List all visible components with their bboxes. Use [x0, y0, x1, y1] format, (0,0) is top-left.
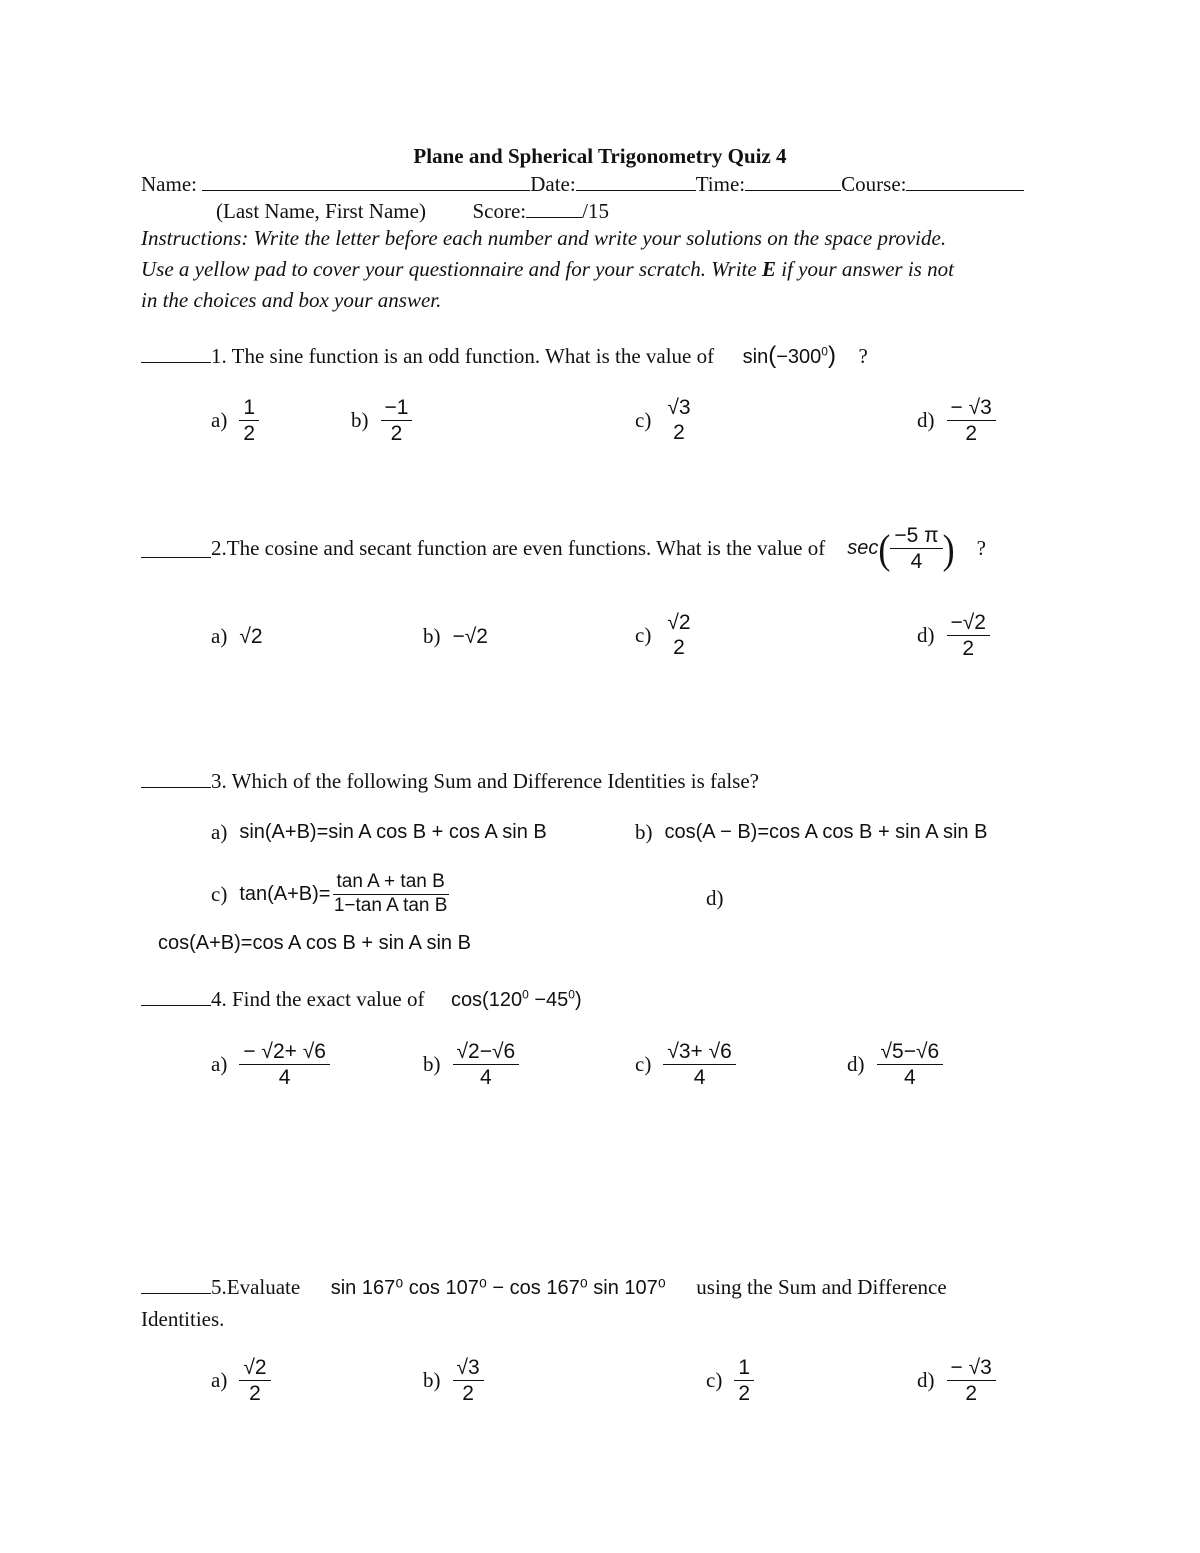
option-fraction [239, 1040, 330, 1089]
expr-end: ) [574, 989, 582, 1011]
expr-close-paren: ) [942, 525, 955, 572]
answer-blank-5[interactable] [141, 1275, 211, 1294]
option-label: c) [635, 622, 652, 647]
option-fraction [663, 1040, 736, 1089]
expr-fn: sec [847, 537, 879, 560]
expr-degree-2: 0 [568, 987, 575, 1002]
date-label: Date: [530, 172, 576, 196]
option-label: d) [917, 623, 935, 648]
score-blank[interactable] [526, 199, 582, 218]
question-3 [141, 769, 759, 794]
fraction-den: 4 [480, 1066, 492, 1090]
fraction-den: 2 [673, 636, 685, 660]
q3-option-c[interactable] [211, 872, 449, 917]
fraction-num: − √3 [947, 396, 996, 421]
q5-option-d[interactable] [917, 1356, 996, 1405]
q4-option-a[interactable] [211, 1040, 330, 1089]
date-blank[interactable] [576, 172, 696, 191]
instructions-text-2a: Use a yellow pad to cover your questionnaire and for your scratch. Write [141, 257, 762, 281]
question-text: The cosine and secant function are even functions. What is the value of [226, 536, 826, 561]
q4-option-b[interactable] [423, 1040, 519, 1089]
question-1 [141, 342, 868, 370]
instructions-text-1: Write the letter before each number and write your solutions on the space provide. [248, 226, 947, 250]
fraction-num: √3 [667, 396, 691, 419]
score-label: Score: [472, 199, 527, 223]
question-expression: $\sin(-300^0)$ [742, 342, 836, 369]
option-fraction [453, 1040, 520, 1089]
name-label: Name: [141, 172, 197, 196]
question-number: 4. [211, 987, 227, 1011]
fraction-den: 4 [278, 1066, 291, 1090]
option-value: cos(A − B)=cos A cos B + sin A sin B [664, 821, 988, 843]
fraction-den: 2 [249, 1382, 261, 1406]
q5-option-b[interactable] [423, 1356, 484, 1405]
fraction-num: √3 [453, 1356, 484, 1381]
quiz-title: Plane and Spherical Trigonometry Quiz 4 [413, 144, 787, 168]
question-number: 3. [211, 769, 227, 793]
option-fraction [381, 396, 413, 445]
course-blank[interactable] [906, 172, 1024, 191]
option-value: −√2 [452, 624, 488, 648]
question-text-post: using the Sum and Difference [696, 1275, 947, 1299]
option-label: d) [847, 1052, 865, 1077]
expr-start: cos(120 [450, 989, 523, 1011]
option-label: c) [706, 1368, 723, 1393]
question-expression: sin 167⁰ cos 107⁰ − cos 167⁰ sin 107⁰ [330, 1277, 666, 1299]
expr-arg: −300 [776, 346, 822, 368]
q5-option-a[interactable] [211, 1356, 271, 1405]
instructions-line-3: in the choices and box your answer. [141, 288, 442, 312]
question-text: Which of the following Sum and Difference Identities is false? [231, 769, 759, 793]
instructions-label: Instructions: [141, 226, 249, 250]
option-fraction [663, 611, 694, 659]
option-fraction [877, 1040, 944, 1089]
fraction-num: √2 [239, 1356, 270, 1381]
fraction-den: 2 [965, 1382, 977, 1406]
header-info-line [141, 172, 1024, 197]
fraction-num: tan A + tan B [333, 872, 449, 895]
expr-fraction [890, 524, 942, 573]
score-total: /15 [582, 199, 609, 223]
option-fraction [453, 1356, 484, 1405]
option-value: √2 [239, 624, 263, 648]
fraction-den: 2 [390, 422, 403, 446]
fraction-den: 2 [243, 422, 256, 446]
option-label: a) [211, 1052, 228, 1077]
answer-blank-2[interactable] [141, 539, 211, 558]
option-label: a) [211, 624, 228, 648]
option-label: b) [635, 820, 653, 844]
question-number: 5. [211, 1275, 227, 1299]
q1-option-d[interactable] [917, 396, 996, 445]
course-label: Course: [841, 172, 907, 196]
q1-option-c[interactable] [635, 396, 695, 444]
q5-option-c[interactable] [706, 1356, 754, 1405]
question-mark: ? [976, 536, 986, 561]
q2-option-a[interactable] [211, 624, 263, 649]
q2-option-b[interactable] [423, 624, 488, 649]
expr-open-paren: ( [878, 525, 891, 572]
option-label: c) [635, 407, 652, 432]
option-label: a) [211, 408, 228, 433]
fraction-num: 1 [734, 1356, 754, 1381]
fraction-num: −1 [381, 396, 413, 421]
name-blank[interactable] [202, 172, 530, 191]
fraction-den: 2 [962, 637, 975, 661]
fraction-num: − √3 [947, 1356, 996, 1381]
expr-degree: 0 [821, 344, 828, 359]
option-fraction [239, 1356, 270, 1405]
instructions-bold-e: E [761, 257, 776, 281]
option-fraction [947, 1356, 996, 1405]
fraction-num: √2−√6 [453, 1040, 520, 1065]
option-fraction [947, 611, 990, 660]
answer-blank-4[interactable] [141, 987, 211, 1006]
fraction-den: 1−tan A tan B [333, 894, 448, 916]
fraction-den: 2 [738, 1382, 751, 1406]
expr-fn: sin [742, 346, 769, 368]
option-label: a) [211, 820, 228, 844]
q1-option-a[interactable] [211, 396, 259, 445]
q2-option-c[interactable] [635, 611, 695, 659]
question-number: 1. [211, 344, 227, 368]
expr-degree-1: 0 [522, 987, 529, 1002]
option-value: sin(A+B)=sin A cos B + cos A sin B [239, 821, 547, 843]
question-2 [141, 524, 986, 573]
q3-option-b[interactable] [635, 820, 987, 845]
fraction-den: 4 [904, 1066, 916, 1090]
answer-blank-3[interactable] [141, 769, 211, 788]
option-label: b) [423, 1368, 441, 1393]
time-blank[interactable] [745, 172, 841, 191]
fraction-num: − √2+ √6 [239, 1040, 330, 1065]
expr-mid: −45 [528, 989, 569, 1011]
instructions-line-2 [141, 257, 954, 282]
option-label: b) [423, 624, 441, 648]
question-number: 2. [211, 536, 227, 561]
fraction-num: −√2 [947, 611, 990, 636]
option-fraction [663, 396, 694, 444]
option-fraction [333, 872, 449, 917]
option-label: c) [211, 881, 228, 906]
q4-option-c[interactable] [635, 1040, 736, 1089]
question-text-pre: Evaluate [226, 1275, 301, 1299]
question-5-line-2: Identities. [141, 1307, 225, 1331]
name-hint: (Last Name, First Name) [216, 199, 426, 223]
option-label: d) [917, 1368, 935, 1393]
question-4 [141, 987, 582, 1012]
q3-option-a[interactable] [211, 820, 547, 845]
option-lhs: tan(A+B)= [239, 882, 331, 905]
instructions-text-2b: if your answer is not [775, 257, 954, 281]
fraction-num: √3+ √6 [663, 1040, 736, 1065]
fraction-den: 4 [693, 1066, 706, 1090]
time-label: Time: [695, 172, 746, 196]
q3-option-d[interactable]: cos(A+B)=cos A cos B + sin A sin B [158, 932, 471, 954]
fraction-den: 2 [462, 1382, 474, 1406]
q4-option-d[interactable] [847, 1040, 943, 1089]
option-label: a) [211, 1368, 228, 1393]
option-label: d) [917, 408, 935, 433]
fraction-num: √2 [667, 611, 691, 634]
fraction-num: 1 [239, 396, 259, 421]
answer-blank-1[interactable] [141, 344, 211, 363]
option-fraction [239, 396, 259, 445]
q1-option-b[interactable] [351, 396, 412, 445]
q2-option-d[interactable] [917, 611, 990, 660]
question-expression [451, 989, 582, 1011]
question-text: The sine function is an odd function. What is the value of [231, 344, 715, 368]
fraction-den: 2 [673, 421, 685, 445]
question-text: Find the exact value of [232, 987, 425, 1011]
option-label: b) [351, 408, 369, 433]
fraction-den: 2 [965, 422, 977, 446]
fraction-num: −5 π [890, 524, 942, 549]
question-mark: ? [858, 344, 868, 368]
q3-option-d-label: d) [706, 886, 724, 910]
option-label: c) [635, 1052, 652, 1077]
question-5 [141, 1275, 947, 1300]
fraction-den: 4 [910, 550, 923, 574]
option-fraction [734, 1356, 754, 1405]
option-fraction [947, 396, 996, 445]
fraction-num: √5−√6 [877, 1040, 944, 1065]
instructions-line-1 [141, 226, 946, 251]
option-label: b) [423, 1052, 441, 1077]
header-hint-line [216, 199, 609, 224]
